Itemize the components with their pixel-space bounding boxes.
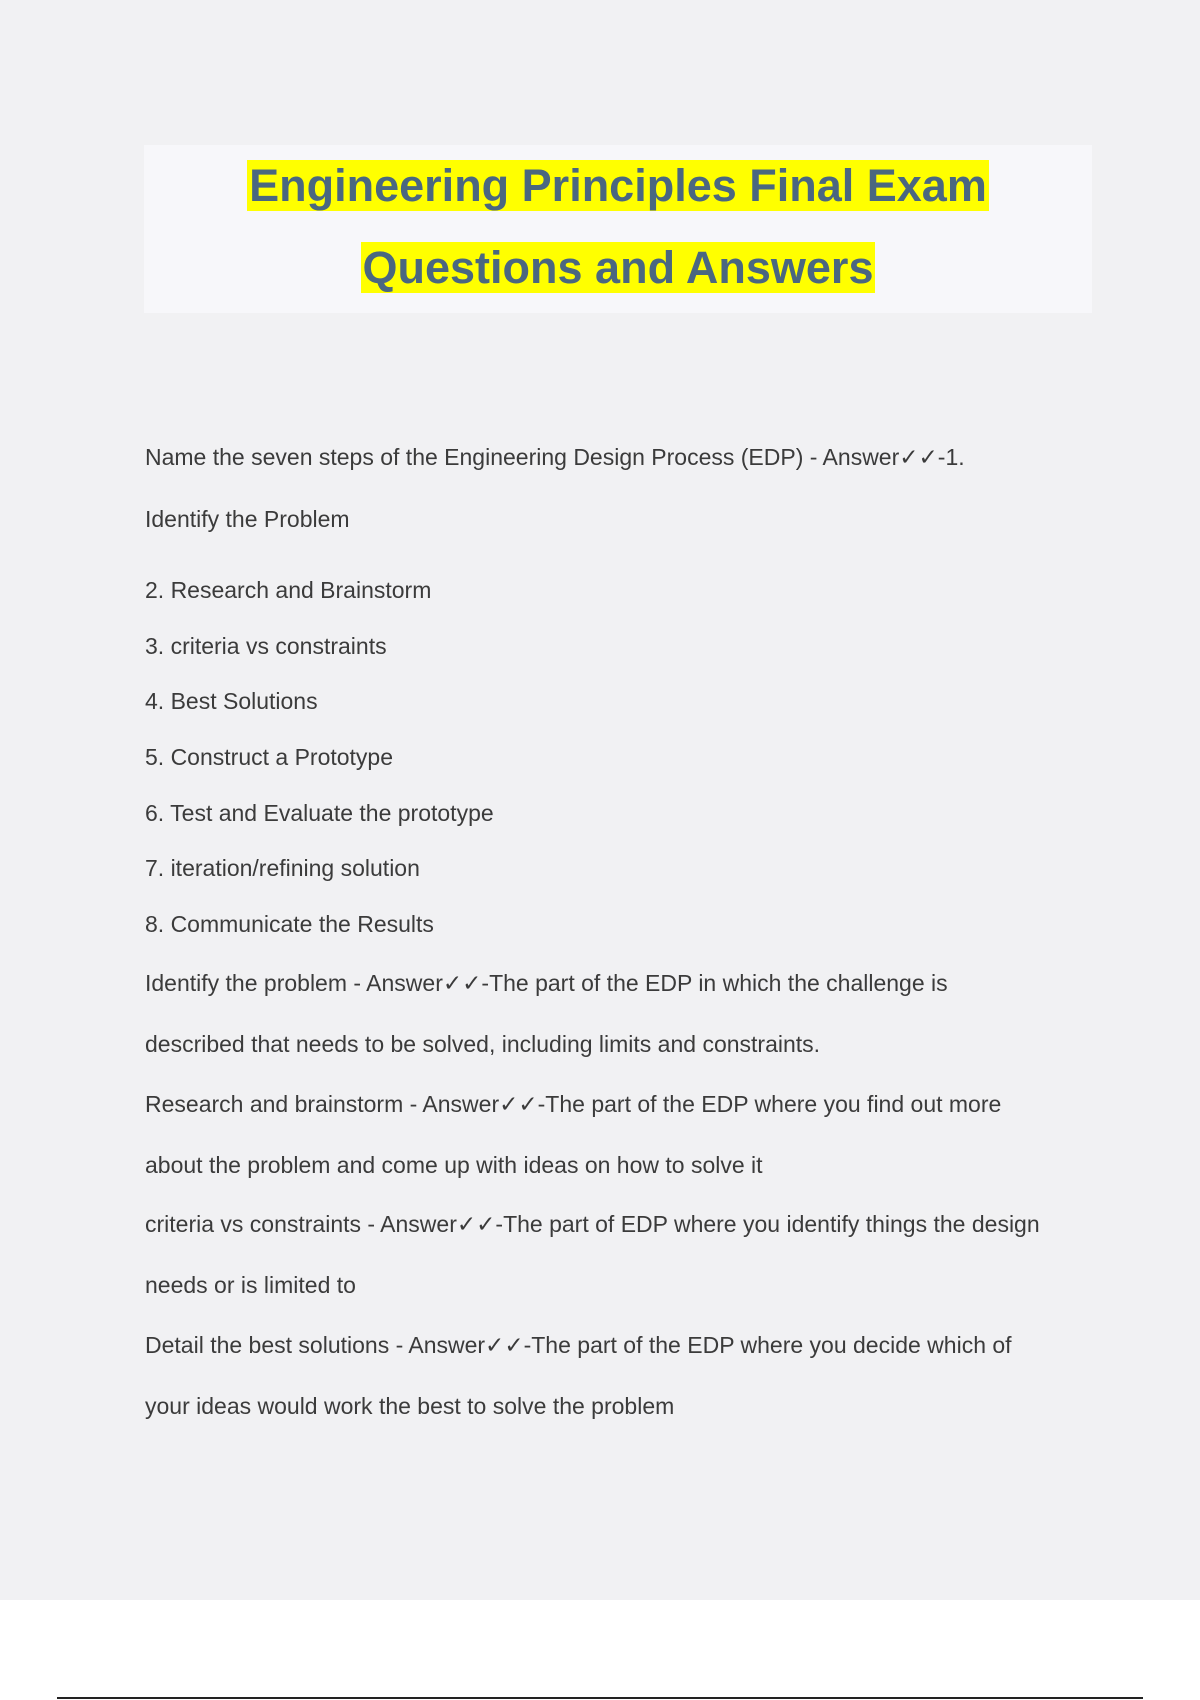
list-item: 5. Construct a Prototype [145,744,394,770]
question-identify-problem: Identify the problem - Answer✓✓-The part of the EDP in which the challenge is [145,970,948,996]
page-title [144,145,1092,309]
question-research-brainstorm: Research and brainstorm - Answer✓✓-The part of the EDP where you find out more [145,1091,1002,1117]
answer-text: about the problem and come up with ideas on how to solve it [145,1152,763,1178]
footer-divider [57,1697,1143,1699]
list-item: 8. Communicate the Results [145,911,434,937]
list-item: 4. Best Solutions [145,688,318,714]
answer-text: described that needs to be solved, including limits and constraints. [145,1031,821,1057]
list-item: 6. Test and Evaluate the prototype [145,800,494,826]
title-block [144,145,1092,313]
list-item: 7. iteration/refining solution [145,855,420,881]
title-line-1: Engineering Principles Final Exam [249,160,987,211]
answer-text: your ideas would work the best to solve the problem [145,1393,675,1419]
list-item: 3. criteria vs constraints [145,633,387,659]
list-item: 2. Research and Brainstorm [145,577,432,603]
title-line-2: Questions and Answers [362,242,874,293]
question-edp-steps: Name the seven steps of the Engineering Design Process (EDP) - Answer✓✓-1. [145,444,965,470]
list-item: Identify the Problem [145,506,350,532]
question-best-solutions: Detail the best solutions - Answer✓✓-The part of the EDP where you decide which of [145,1332,1012,1358]
question-criteria-constraints: criteria vs constraints - Answer✓✓-The part of EDP where you identify things the design [145,1211,1040,1237]
answer-text: needs or is limited to [145,1272,356,1298]
